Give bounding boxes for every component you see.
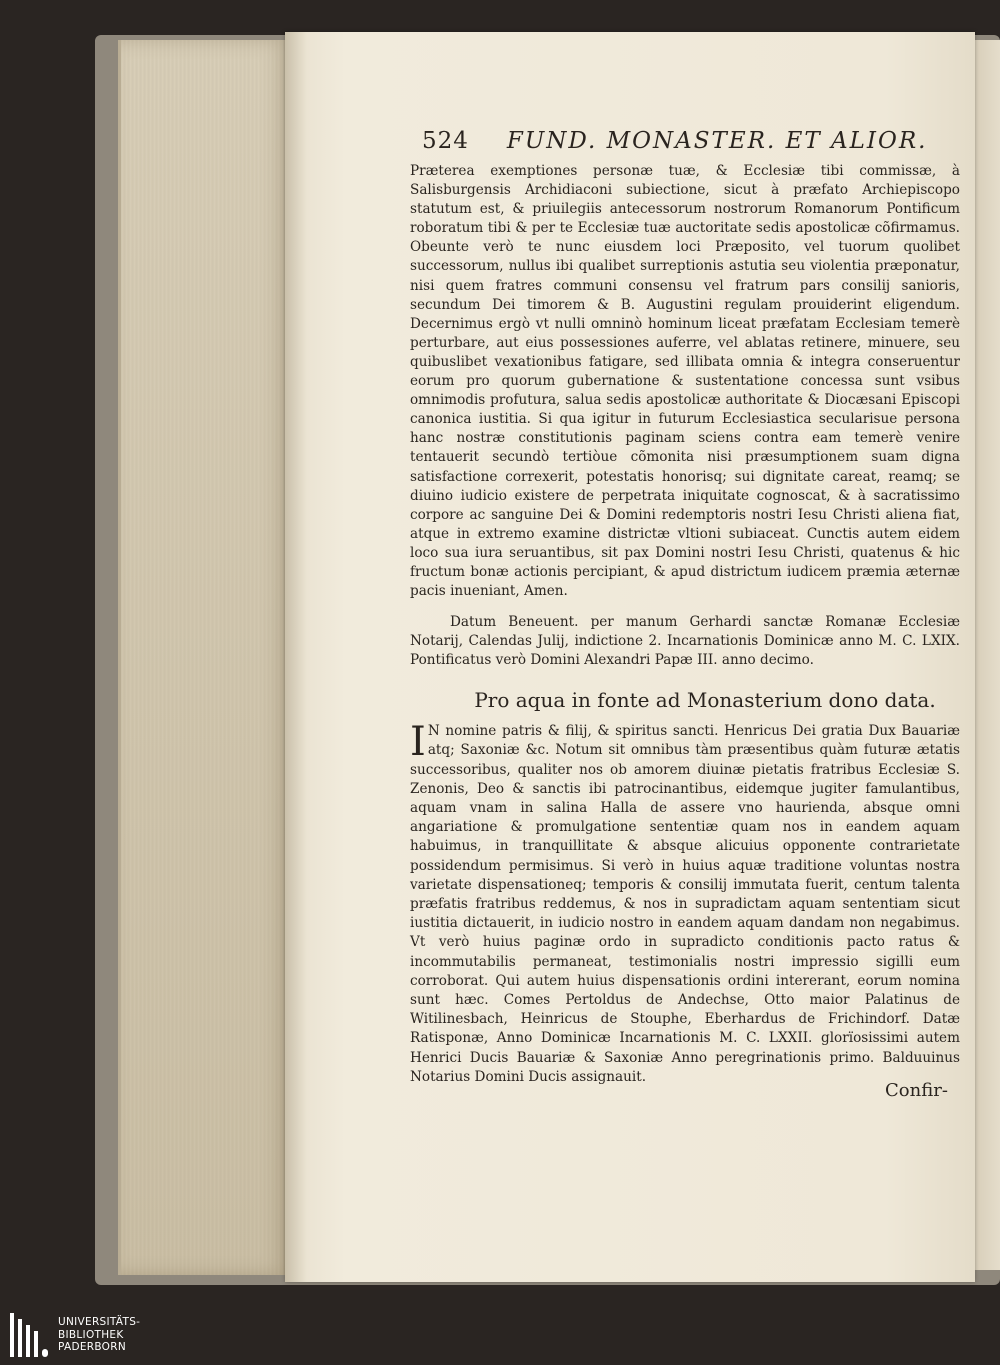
drop-cap-initial: I — [410, 719, 426, 766]
page-text-block — [410, 128, 960, 1087]
library-watermark — [10, 1313, 140, 1357]
section-heading: Pro aqua in fonte ad Monasterium dono data. — [474, 688, 936, 713]
page-header — [422, 128, 960, 162]
library-name — [58, 1316, 140, 1354]
privilege-paragraph: Præterea exemptiones personæ tuæ, & Ecclesiæ tibi commissæ, à Salisburgensis Archidiaconi subiectione, sicut à præfato Archiepiscopo statutum est, & priuilegiis antecessorum nostrorum Romanorum Pontificum roboratum tibi & per te Ecclesiæ tuæ auctoritate sedis apostolicæ cõfirmamus. Obeunte verò te nunc eiusdem loci Præposito, vel tuorum quolibet successorum, nullus ibi qualibet surreptionis astutia seu violentia præponatur, nisi quem fratres communi consensu vel fratrum pars consilij sanioris, secundum Dei timorem & B. Augustini regulam prouiderint eligendum. Decernimus ergò vt nulli omninò hominum liceat præfatam Ecclesiam temerè perturbare, aut eius possessiones auferre, vel ablatas retinere, minuere, seu quibuslibet vexationibus fatigare, sed illibata omnia & integra conseruentur eorum pro quorum gubernatione & sustentatione concessa sunt vsibus omnimodis profutura, salua sedis apostolicæ authoritate & Diocæsani Episcopi canonica iustitia. Si qua igitur in futurum Ecclesiastica secularisue persona hanc nostræ constitutionis paginam sciens contra eam temerè venire tentauerit secundò tertiòue cõmonita nisi præsumptionem suam digna satisfactione correxerit, potestatis honorisq; sui dignitate careat, reamq; se diuino iudicio existere de perpetrata iniquitate cognoscat, & à sacratissimo corpore ac sanguine Dei & Domini redemptoris nostri Iesu Christi aliena fiat, atque in extremo examine districtæ vltioni subiaceat. Cunctis autem eidem loco sua iura seruantibus, sit pax Domini nostri Iesu Christi, quatenus & hic fructum bonæ actionis percipiant, & apud districtum iudicem præmia æternæ pacis inueniant, Amen. — [410, 163, 960, 600]
charter-paragraph — [410, 719, 960, 1087]
running-head: FUND. MONASTER. ET ALIOR. — [506, 128, 928, 154]
datum-line: Datum Beneuent. per manum Gerhardi sanctæ Romanæ Ecclesiæ Notarij, Calendas Julij, indictione 2. Incarnationis Dominicæ anno M. C. LXIX. Pontificatus verò Domini Alexandri Papæ III. anno decimo. — [410, 614, 960, 669]
charter-text: N nomine patris & filij, & spiritus sancti. Henricus Dei gratia Dux Bauariæ atq; Saxoniæ &c. Notum sit omnibus tàm præsentibus quàm futuræ ætatis successoribus, qualiter nos ob amorem diuinæ pietatis fratribus Ecclesiæ S. Zenonis, Deo & sanctis ibi patrocinantibus, eidemque jugiter famulantibus, aquam vnam in salina Halla de assere vno haurienda, absque omni angariatione & promulgatione sententiæ quam nos in eandem aquam habuimus, in tranquillitate & absque alicuius opponente contrarietate possidendum permisimus. Si verò in huius aquæ traditione voluntas nostra varietate dispensationeq; temporis & consilij immutata fuerit, centum talenta præfatis fratribus reddemus, & nos in supradictam aquam sententiam sicut iustitia dictauerit, in iudicio nostro in eandem aquam dandam non negabimus. Vt verò huius paginæ ordo in supradicto conditionis pacto ratus & incommutabilis permaneat, testimonialis nostri impressio sigilli eum corroborat. Qui autem huius dispensationis ordini intererant, eorum nomina sunt hæc. Comes Pertoldus de Andechse, Otto maior Palatinus de Witilinesbach, Heinricus de Stouphe, Eberhardus de Frichindorf. Datæ Ratisponæ, Anno Dominicæ Incarnationis M. C. LXXII. glorïosissimi autem Henrici Ducis Bauariæ & Saxoniæ Anno peregrinationis primo. Balduuinus Notarius Domini Ducis assignauit. — [410, 723, 960, 1085]
library-logo-icon — [10, 1313, 50, 1357]
page-number: 524 — [422, 128, 469, 154]
catchword: Confir- — [885, 1080, 948, 1101]
library-name-line-1: UNIVERSITÄTS- — [58, 1316, 141, 1329]
page-edges — [118, 40, 291, 1275]
library-name-line-2: BIBLIOTHEK — [58, 1328, 124, 1341]
library-name-line-3: PADERBORN — [58, 1341, 126, 1354]
